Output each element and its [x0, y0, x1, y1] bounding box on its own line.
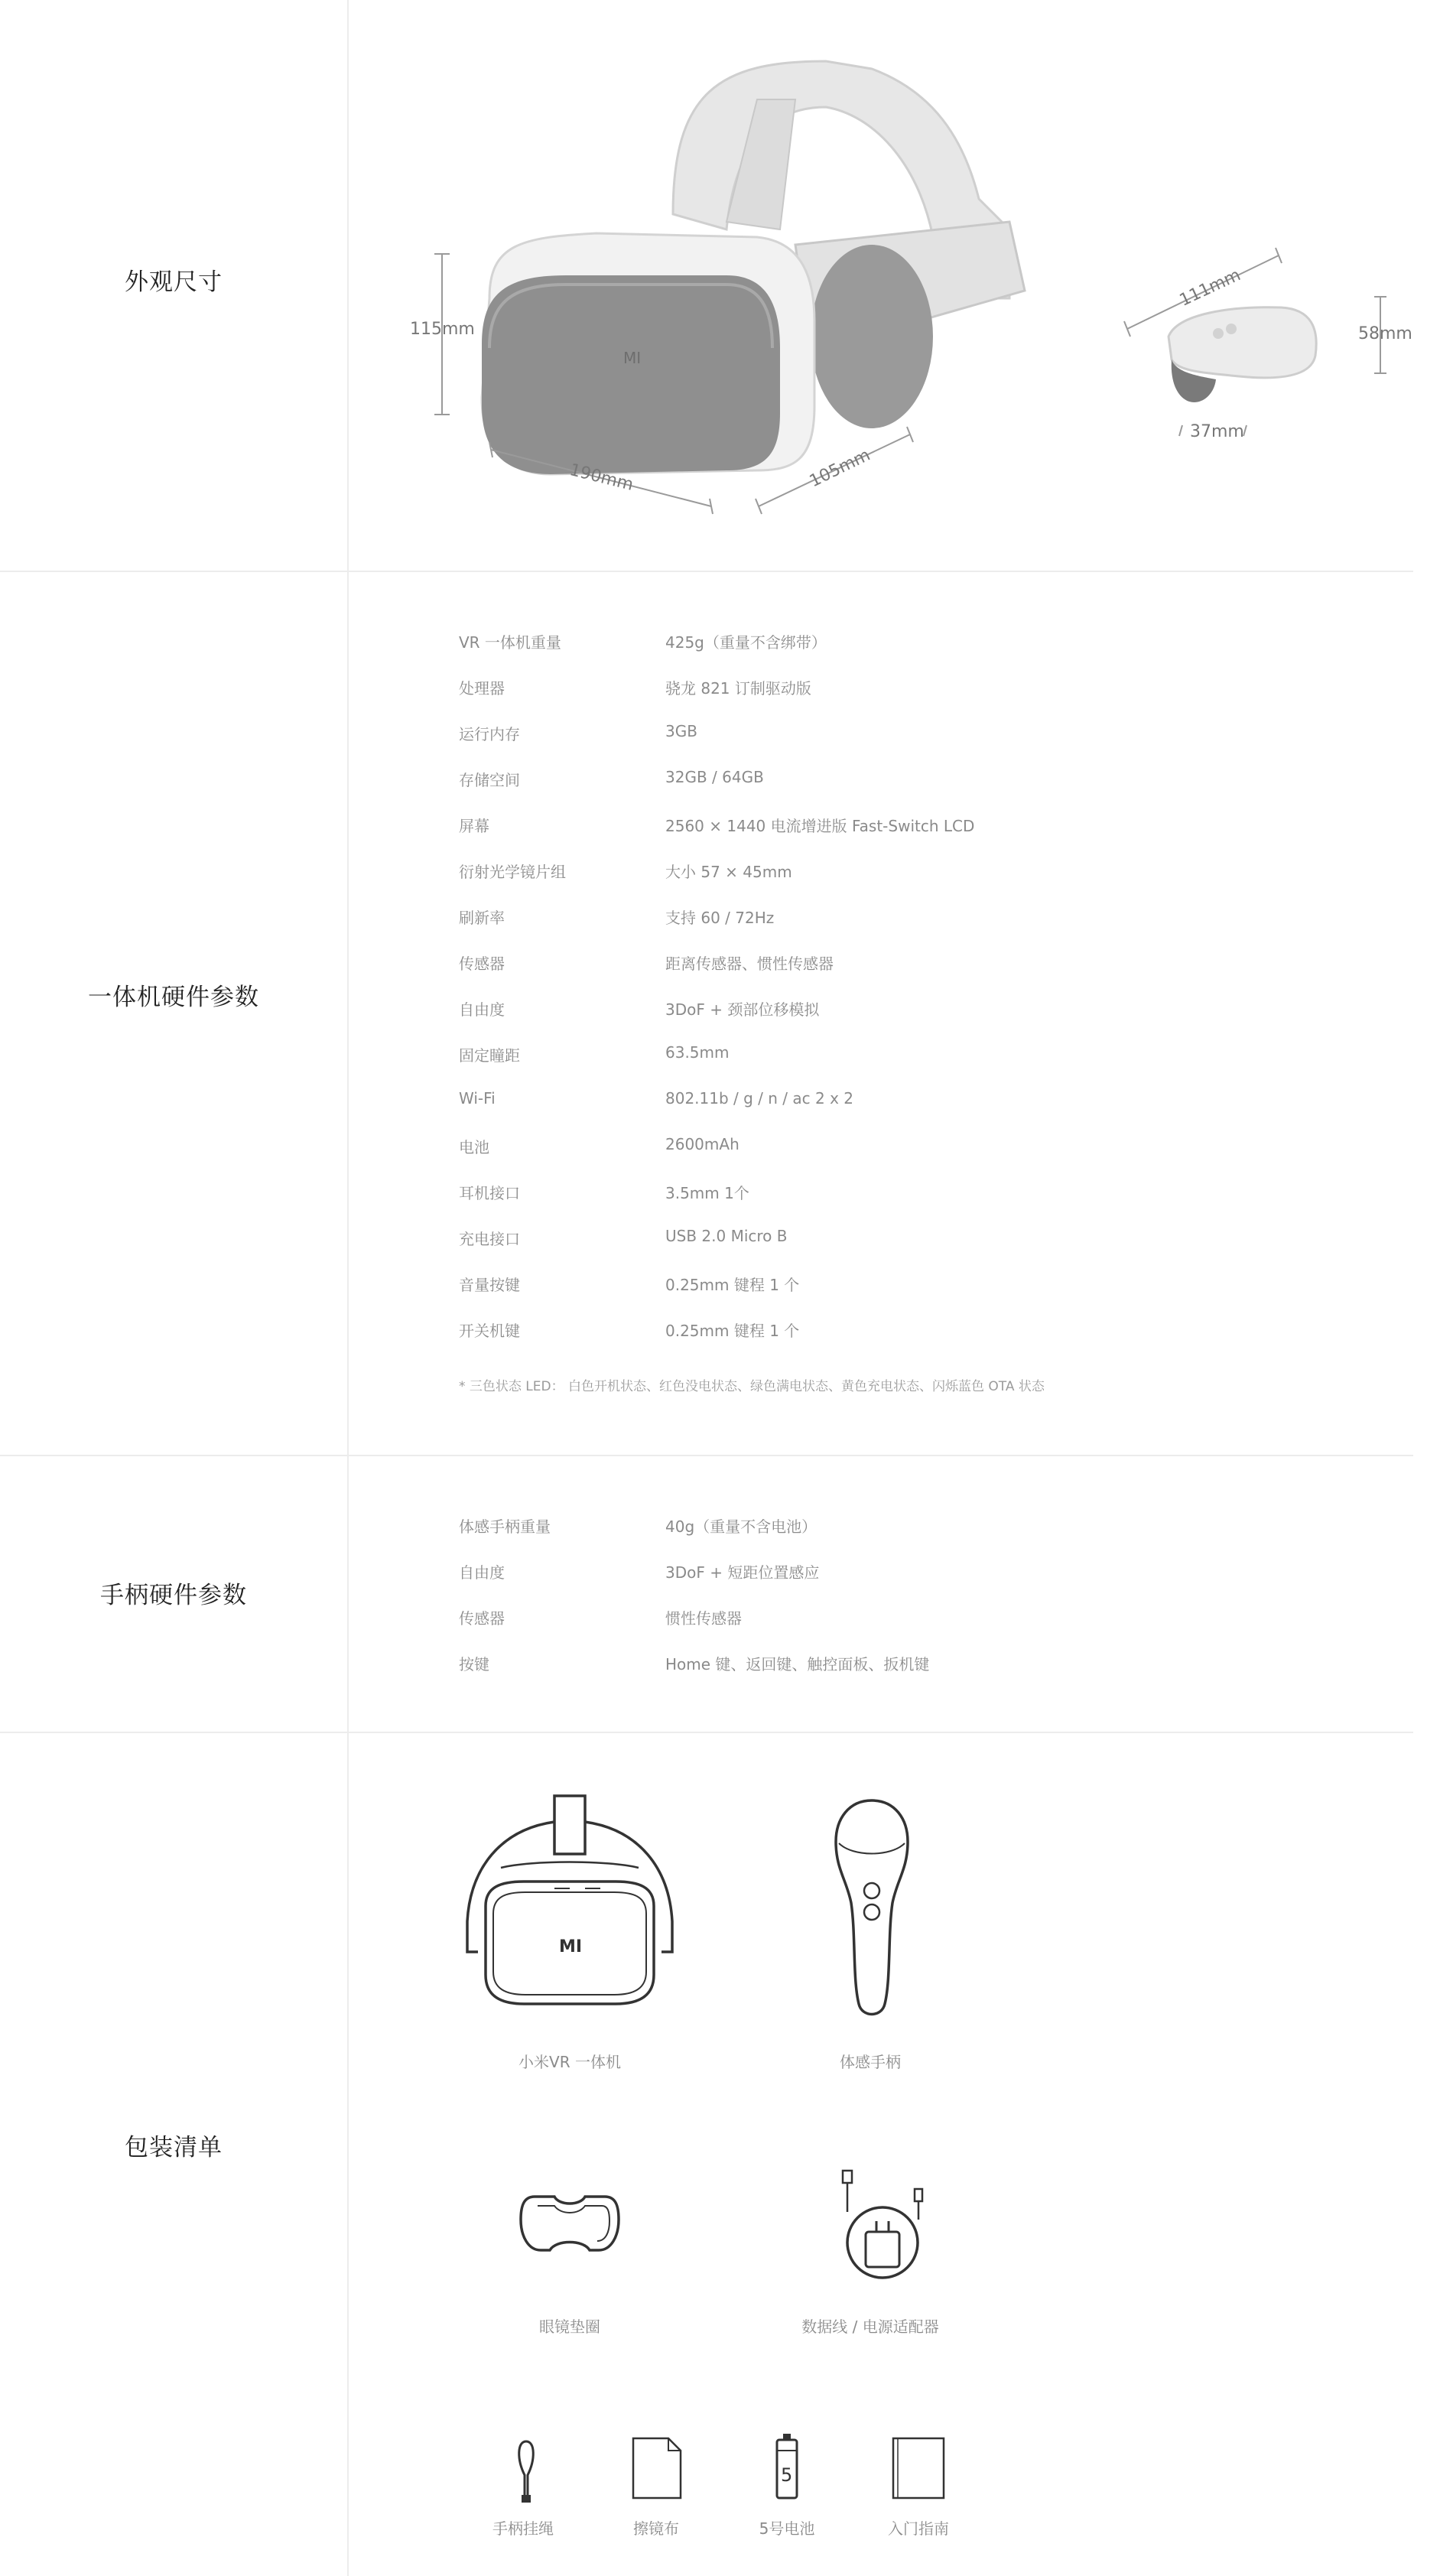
package-section — [0, 1733, 1453, 2576]
controller-line-icon — [830, 1796, 914, 2025]
spec-label: 传感器 — [459, 955, 505, 973]
controller-section — [0, 1456, 1453, 1732]
spec-value: 0.25mm 键程 1 个 — [665, 1322, 800, 1340]
spec-value: 40g（重量不含电池） — [665, 1517, 818, 1536]
spec-value: 425g（重量不含绑带） — [665, 633, 827, 652]
spec-label: 自由度 — [459, 1000, 505, 1019]
spec-value: USB 2.0 Micro B — [665, 1227, 788, 1245]
package-item-cable-adapter-label: 数据线 / 电源适配器 — [801, 2317, 939, 2336]
spec-value: 大小 57 × 45mm — [665, 863, 792, 881]
package-item-battery-label: 5号电池 — [759, 2519, 815, 2538]
spec-label: 按键 — [459, 1655, 489, 1673]
spec-label: 电池 — [459, 1138, 489, 1156]
spec-value: 2560 × 1440 电流增进版 Fast-Switch LCD — [665, 817, 975, 835]
spec-label: 运行内存 — [459, 725, 520, 743]
controller-title: 手柄硬件参数 — [100, 1581, 247, 1609]
hardware-label-column — [0, 572, 349, 1455]
package-item-face-cushion-label: 眼镜垫圈 — [539, 2317, 600, 2336]
package-item-headset-label: 小米VR 一体机 — [518, 2053, 621, 2071]
spec-value: 3GB — [665, 722, 697, 740]
spec-label: VR 一体机重量 — [459, 633, 561, 652]
dimensions-label-column — [0, 0, 349, 571]
spec-label: 开关机键 — [459, 1322, 520, 1340]
spec-label: 屏幕 — [459, 817, 489, 835]
spec-label: 衍射光学镜片组 — [459, 863, 566, 881]
spec-label: 体感手柄重量 — [459, 1517, 551, 1536]
headset-line-icon — [455, 1791, 684, 2013]
headset-width-label: 190mm — [567, 460, 635, 495]
package-title: 包装清单 — [125, 2133, 223, 2161]
spec-value: Home 键、返回键、触控面板、扳机键 — [665, 1655, 930, 1673]
battery-size-mark: 5 — [781, 2464, 793, 2486]
headset-logo: MI — [623, 349, 642, 367]
hardware-title: 一体机硬件参数 — [88, 983, 259, 1011]
hardware-section — [0, 572, 1453, 1455]
spec-value: 2600mAh — [665, 1135, 740, 1153]
spec-label: 音量按键 — [459, 1276, 520, 1294]
cleaning-cloth-icon — [630, 2435, 684, 2501]
face-cushion-icon — [516, 2189, 623, 2258]
spec-value: 骁龙 821 订制驱动版 — [665, 679, 811, 698]
spec-label: 耳机接口 — [459, 1184, 520, 1202]
spec-value: 63.5mm — [665, 1043, 730, 1062]
spec-value: 3.5mm 1个 — [665, 1184, 749, 1202]
spec-label: 传感器 — [459, 1609, 505, 1628]
spec-label: 存储空间 — [459, 771, 520, 789]
headset-dimension-lines — [428, 245, 948, 520]
package-item-controller-label: 体感手柄 — [840, 2053, 901, 2071]
dimensions-title: 外观尺寸 — [125, 268, 223, 296]
package-label-column — [0, 1733, 349, 2576]
battery-icon — [774, 2432, 800, 2501]
wrist-strap-icon — [511, 2437, 541, 2506]
cable-adapter-icon — [834, 2166, 933, 2281]
headset-icon-logo: MI — [559, 1937, 583, 1956]
led-footnote: * 三色状态 LED： 白色开机状态、红色没电状态、绿色满电状态、黄色充电状态、闪烁蓝色 OTA 状态 — [459, 1379, 1045, 1394]
controller-label-column — [0, 1456, 349, 1732]
spec-label: 刷新率 — [459, 909, 505, 927]
spec-value: 距离传感器、惯性传感器 — [665, 955, 834, 973]
spec-label: 充电接口 — [459, 1230, 520, 1248]
spec-value: 0.25mm 键程 1 个 — [665, 1276, 800, 1294]
spec-value: 3DoF + 短距位置感应 — [665, 1563, 820, 1582]
spec-label: Wi-Fi — [459, 1089, 496, 1107]
controller-width-label: 37mm — [1190, 422, 1244, 441]
spec-value: 支持 60 / 72Hz — [665, 909, 775, 927]
spec-value: 惯性传感器 — [665, 1609, 742, 1628]
spec-value: 3DoF + 颈部位移模拟 — [665, 1000, 820, 1019]
headset-depth-label: 105mm — [806, 445, 874, 492]
spec-value: 802.11b / g / n / ac 2 x 2 — [665, 1089, 854, 1107]
controller-length-label: 111mm — [1176, 265, 1244, 311]
guide-book-icon — [890, 2435, 947, 2501]
spec-label: 处理器 — [459, 679, 505, 698]
package-item-cloth-label: 擦镜布 — [633, 2519, 679, 2538]
controller-height-label: 58mm — [1358, 324, 1412, 343]
package-item-guide-label: 入门指南 — [888, 2519, 949, 2538]
package-item-wrist-strap-label: 手柄挂绳 — [492, 2519, 554, 2538]
headset-height-label: 115mm — [410, 320, 475, 339]
spec-label: 固定瞳距 — [459, 1046, 520, 1065]
spec-value: 32GB / 64GB — [665, 768, 764, 786]
controller-image — [1117, 245, 1407, 444]
spec-label: 自由度 — [459, 1563, 505, 1582]
dimensions-section — [0, 0, 1453, 571]
